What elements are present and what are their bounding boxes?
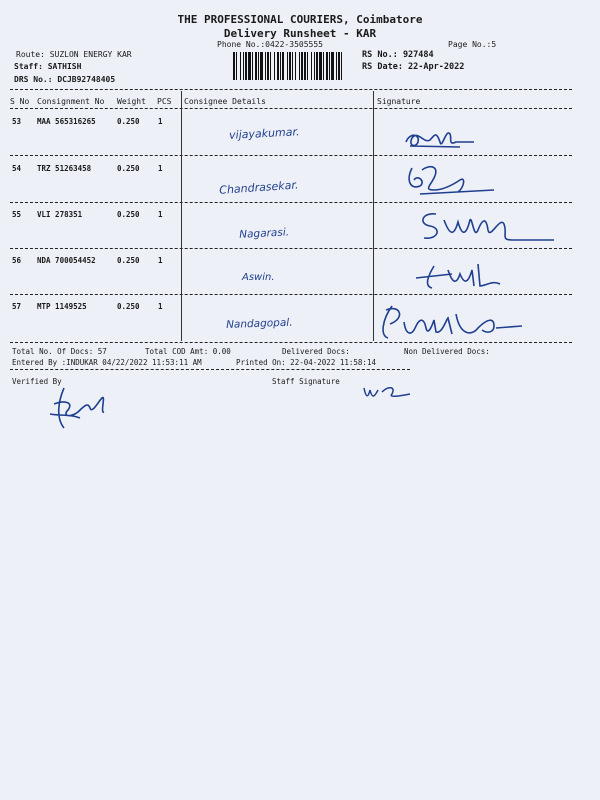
staff-signature-image <box>360 380 420 402</box>
svg-text:Chandrasekar.: Chandrasekar. <box>218 178 299 197</box>
barcode-image <box>232 52 344 80</box>
consignee-handwriting <box>225 118 365 146</box>
row-pcs: 1 <box>158 117 163 126</box>
total-cod-amount: Total COD Amt: 0.00 <box>145 347 231 356</box>
col-header-weight: Weight <box>117 97 146 106</box>
row-consignment: MAA 565316265 <box>37 117 96 126</box>
rs-number: RS No.: 927484 <box>362 50 434 60</box>
signature-image <box>412 256 512 296</box>
row-sno: 56 <box>12 256 22 265</box>
signature-image <box>376 300 526 342</box>
verifier-signature-image <box>40 384 120 432</box>
row-pcs: 1 <box>158 164 163 173</box>
row-weight: 0.250 <box>117 164 140 173</box>
table-top-rule <box>10 89 572 90</box>
column-divider <box>373 91 374 341</box>
row-consignment: VLI 278351 <box>37 210 83 219</box>
row-rule <box>10 248 572 249</box>
non-delivered-docs: Non Delivered Docs: <box>404 347 490 356</box>
printed-on: Printed On: 22-04-2022 11:58:14 <box>236 358 376 367</box>
signature-image <box>400 122 480 154</box>
row-sno: 55 <box>12 210 22 219</box>
svg-text:Aswin.: Aswin. <box>242 272 275 283</box>
phone-number: Phone No.:0422-3505555 <box>217 40 323 49</box>
row-sno: 54 <box>12 164 22 173</box>
verified-by-label: Verified By <box>12 377 62 386</box>
col-header-signature: Signature <box>377 97 421 106</box>
route-label: Route: SUZLON ENERGY KAR <box>16 50 132 59</box>
row-sno: 57 <box>12 302 22 311</box>
row-weight: 0.250 <box>117 117 140 126</box>
svg-text:Nagarasi.: Nagarasi. <box>238 226 290 241</box>
table-header-rule <box>10 108 572 109</box>
row-weight: 0.250 <box>117 302 140 311</box>
signature-image <box>408 206 558 248</box>
company-name: THE PROFESSIONAL COURIERS, Coimbatore <box>177 13 423 26</box>
staff-label: Staff: SATHISH <box>14 62 82 71</box>
row-sno: 53 <box>12 117 22 126</box>
consignee-handwriting <box>215 170 365 198</box>
staff-signature-label: Staff Signature <box>272 377 340 386</box>
row-pcs: 1 <box>158 256 163 265</box>
table-bottom-rule <box>10 342 572 343</box>
col-header-consignee: Consignee Details <box>184 97 266 106</box>
consignee-handwriting <box>238 262 358 288</box>
svg-text:vijayakumar.: vijayakumar. <box>228 125 300 142</box>
footer-rule <box>10 369 410 370</box>
page-number: Page No.:5 <box>448 40 497 49</box>
row-weight: 0.250 <box>117 256 140 265</box>
document-title: Delivery Runsheet - KAR <box>223 27 377 40</box>
total-docs: Total No. Of Docs: 57 <box>12 347 107 356</box>
row-rule <box>10 202 572 203</box>
drs-number: DRS No.: DCJB92748405 <box>14 75 116 84</box>
row-pcs: 1 <box>158 210 163 219</box>
rs-date: RS Date: 22-Apr-2022 <box>362 62 465 72</box>
row-consignment: TRZ 51263458 <box>37 164 92 173</box>
row-pcs: 1 <box>158 302 163 311</box>
consignee-handwriting <box>222 308 362 334</box>
svg-text:Nandagopal.: Nandagopal. <box>225 316 293 331</box>
row-weight: 0.250 <box>117 210 140 219</box>
col-header-sno: S No <box>10 97 30 106</box>
column-divider <box>181 91 182 341</box>
col-header-pcs: PCS <box>157 97 172 106</box>
col-header-consignment: Consignment No <box>37 97 105 106</box>
row-rule <box>10 155 572 156</box>
signature-image <box>400 160 500 200</box>
row-consignment: MTP 1149525 <box>37 302 87 311</box>
entered-by: Entered By :INDUKAR 04/22/2022 11:53:11 AM <box>12 358 202 367</box>
delivered-docs: Delivered Docs: <box>282 347 350 356</box>
consignee-handwriting <box>235 215 365 243</box>
row-consignment: NDA 700054452 <box>37 256 96 265</box>
